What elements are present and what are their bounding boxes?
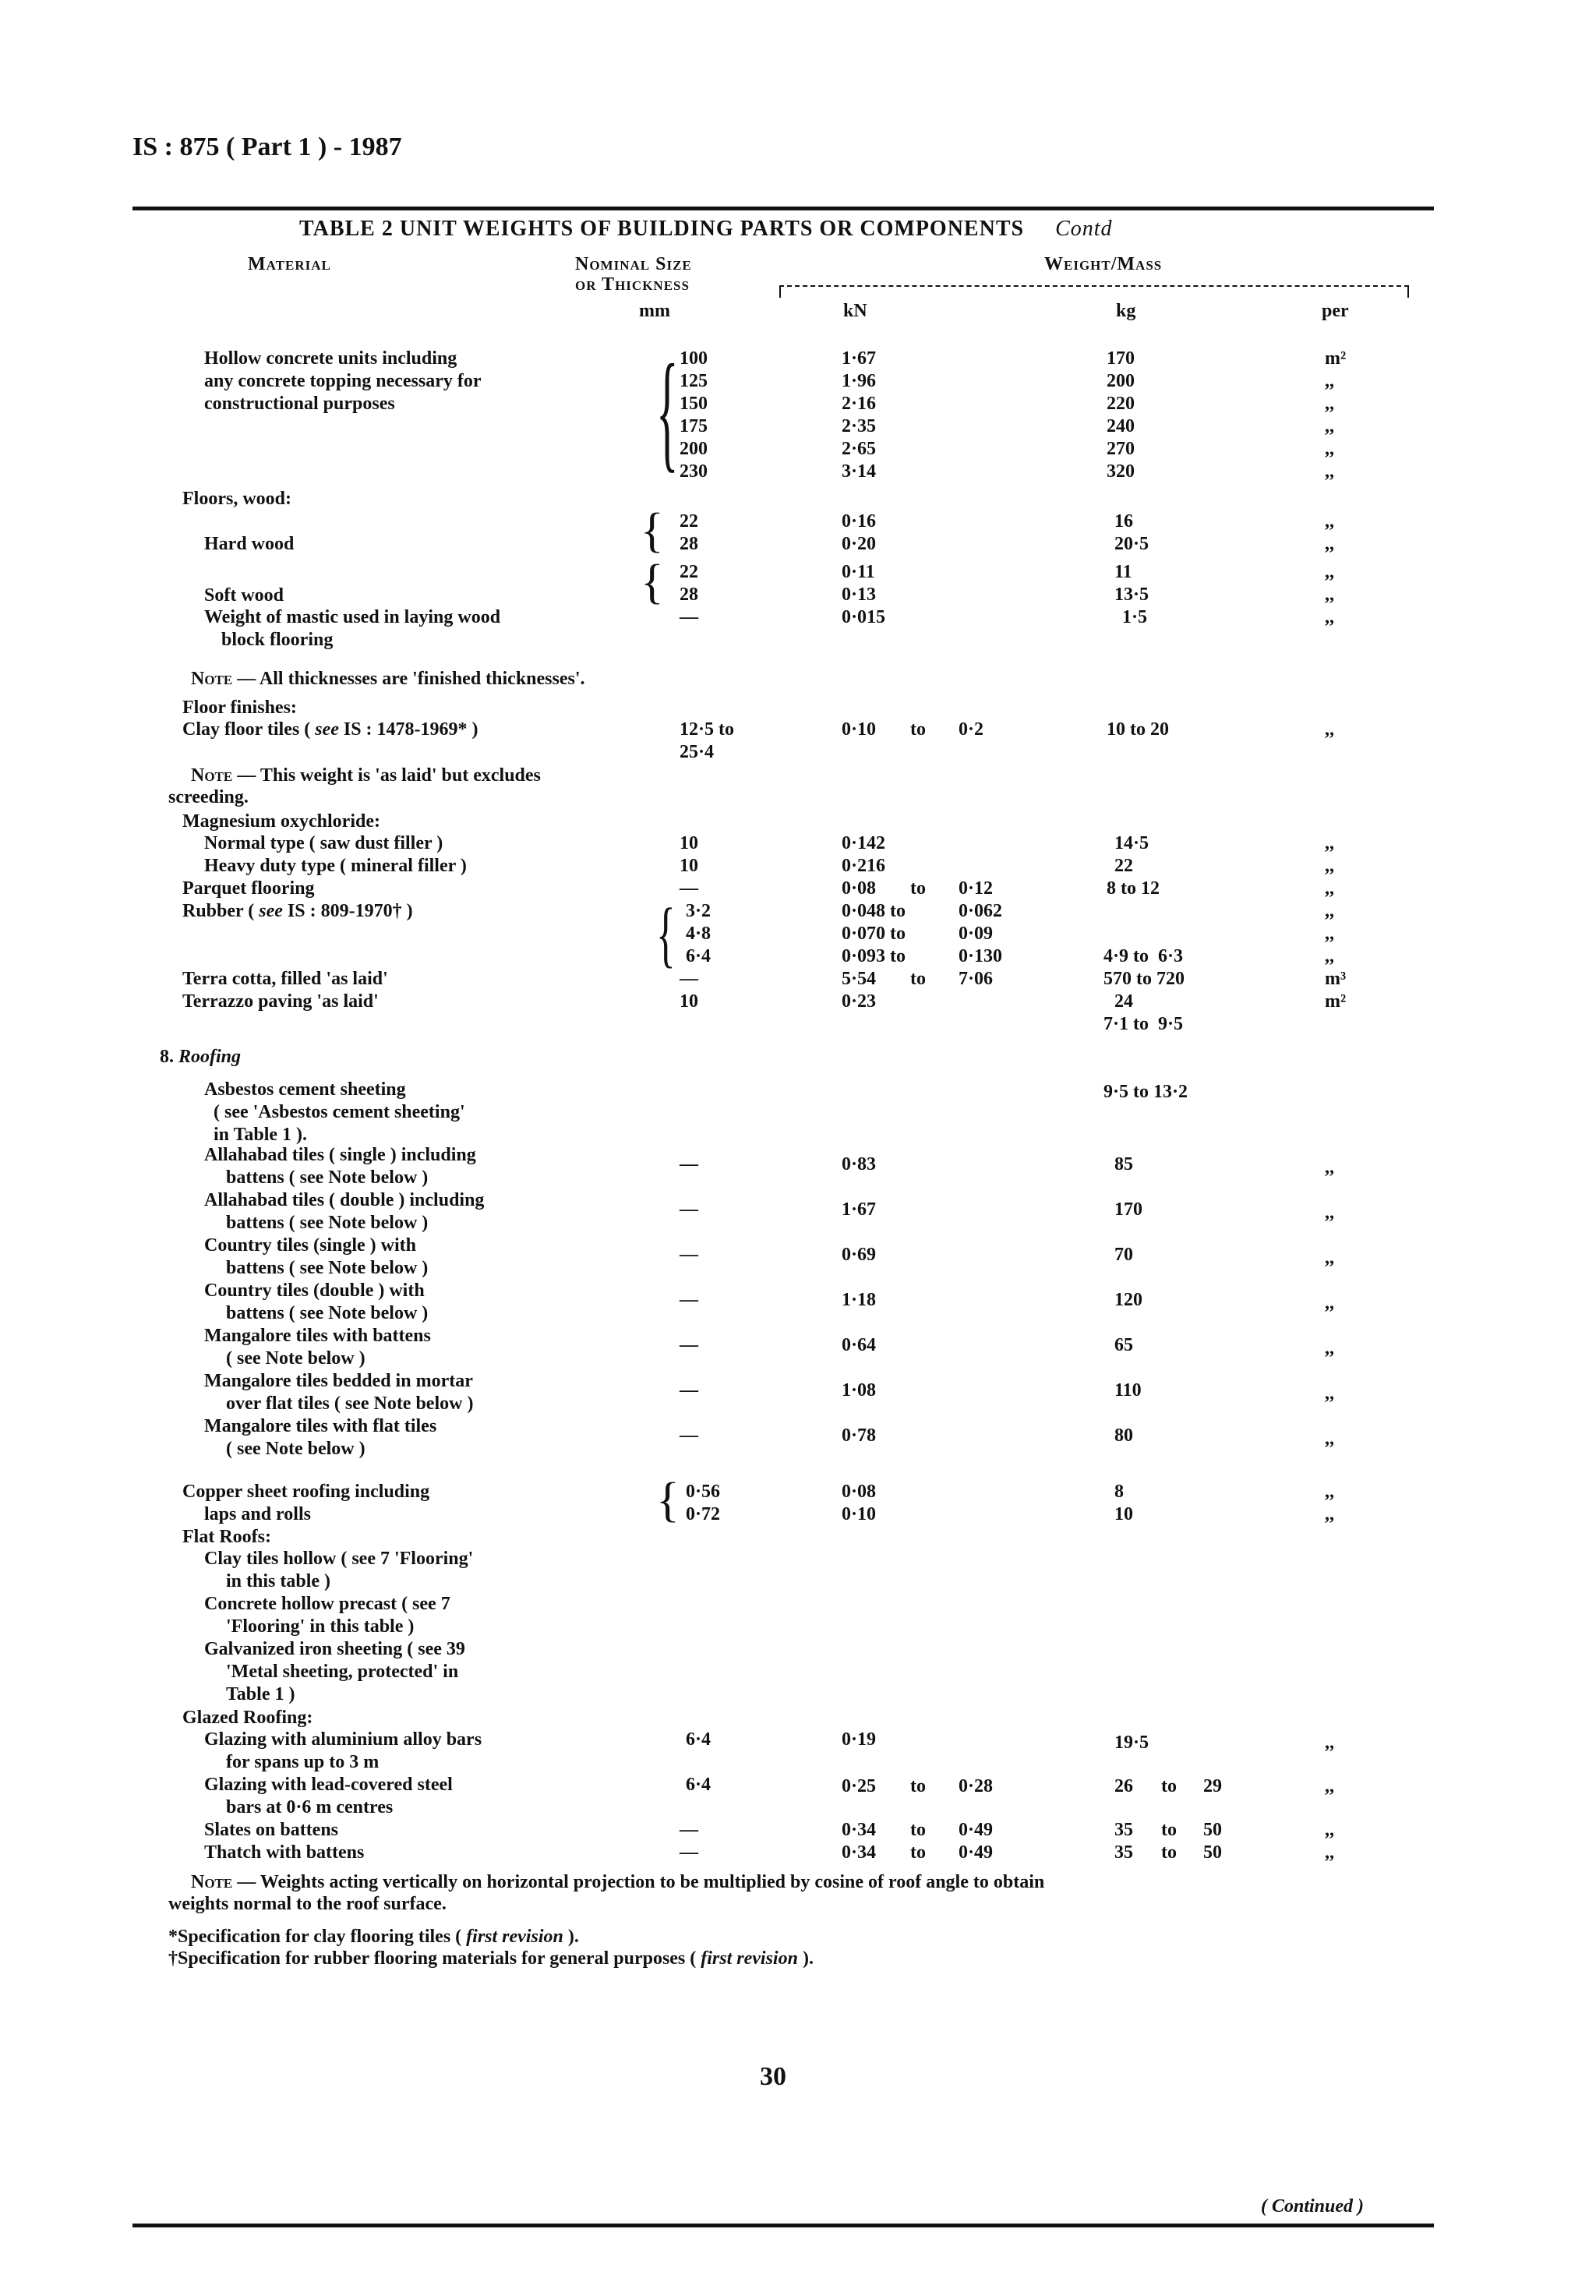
glazing-al-size: 6·4 xyxy=(686,1729,711,1750)
roof-item-label: Mangalore tiles with flat tiles xyxy=(204,1416,437,1436)
roof-item-label: Allahabad tiles ( single ) including xyxy=(204,1145,476,1165)
clay-tiles-size xyxy=(680,719,734,764)
clay-hollow-line: Clay tiles hollow ( see 7 'Flooring' xyxy=(204,1549,474,1569)
note-prefix: Note — xyxy=(191,669,256,689)
terrazzo-kn: 0·23 xyxy=(842,991,877,1012)
col-size-header-2: or Thickness xyxy=(575,274,690,295)
rubber-per-value: ,, xyxy=(1325,901,1334,921)
glazing-lead-per: ,, xyxy=(1325,1776,1334,1796)
footnote-italic: first revision xyxy=(466,1927,563,1947)
note-text: All thicknesses are 'finished thicknesses'. xyxy=(259,669,585,689)
copper-brace: { xyxy=(656,1474,680,1527)
hollow-per xyxy=(1325,348,1346,483)
footnote-rubber xyxy=(168,1948,814,1969)
mastic-label xyxy=(204,606,500,652)
col-weight-header: Weight/Mass xyxy=(1044,254,1163,274)
roof-item-kn: 0·64 xyxy=(842,1335,877,1355)
rubber-per xyxy=(1325,900,1334,968)
slates-kn-from: 0·34 xyxy=(842,1820,877,1840)
rubber-size: 3·2 xyxy=(686,901,711,921)
terra-size: — xyxy=(680,969,698,989)
hollow-kg-value: 200 xyxy=(1107,371,1135,391)
hard-wood-kg xyxy=(1114,510,1149,556)
clay-tiles-label xyxy=(182,719,478,741)
asbestos-line: in Table 1 ). xyxy=(214,1125,308,1145)
roof-item-kg: 85 xyxy=(1114,1154,1133,1174)
thatch-kg-to-word: to xyxy=(1161,1842,1177,1863)
copper-kn xyxy=(842,1481,876,1526)
roof-item-kg: 80 xyxy=(1114,1425,1133,1446)
copper-sizes xyxy=(686,1481,720,1526)
roof-item-label-cont: battens ( see Note below ) xyxy=(226,1303,429,1323)
glazing-lead-kg-to: 29 xyxy=(1203,1776,1222,1796)
roof-item-kg: 110 xyxy=(1114,1380,1142,1401)
hollow-kg-value: 320 xyxy=(1107,461,1135,482)
normal-per: ,, xyxy=(1325,833,1334,853)
copper-label-line: Copper sheet roofing including xyxy=(182,1482,430,1502)
terra-cotta-label: Terra cotta, filled 'as laid' xyxy=(182,969,388,989)
normal-size: 10 xyxy=(680,833,698,853)
heavy-type-label: Heavy duty type ( mineral filler ) xyxy=(204,856,467,876)
roof-item-per: ,, xyxy=(1325,1293,1334,1313)
terrazzo-kg: 24 xyxy=(1114,991,1133,1012)
mastic-per: ,, xyxy=(1325,607,1334,627)
roof-item-kg: 65 xyxy=(1114,1335,1133,1355)
hollow-kn xyxy=(842,348,876,483)
parquet-kg: 8 to 12 xyxy=(1107,878,1160,899)
hard-wood-size: 28 xyxy=(680,534,698,554)
hollow-per-value: ,, xyxy=(1325,416,1334,436)
roof-item-kn: 1·18 xyxy=(842,1290,877,1310)
hard-wood-per-value: ,, xyxy=(1325,511,1334,532)
soft-wood-size: 28 xyxy=(680,585,698,605)
glazing-al-line: Glazing with aluminium alloy bars xyxy=(204,1729,482,1750)
soft-wood-kn-value: 0·11 xyxy=(842,562,875,582)
parquet-size: — xyxy=(680,878,698,899)
roofing-heading xyxy=(160,1046,241,1069)
hollow-size: 125 xyxy=(680,371,708,391)
rubber-kn-to xyxy=(959,900,1002,968)
clay-hollow-label xyxy=(204,1548,473,1593)
slates-per: ,, xyxy=(1325,1820,1334,1840)
see-label: see xyxy=(315,719,339,740)
roof-item-per: ,, xyxy=(1325,1429,1334,1449)
glazed-heading: Glazed Roofing: xyxy=(182,1708,313,1728)
glazing-al-label xyxy=(204,1729,482,1774)
soft-wood-size: 22 xyxy=(680,562,698,582)
magnesium-heading: Magnesium oxychloride: xyxy=(182,811,380,832)
hard-wood-per xyxy=(1325,510,1334,556)
roof-item-size: — xyxy=(680,1425,698,1446)
hollow-kg-value: 170 xyxy=(1107,348,1135,369)
hard-wood-label: Hard wood xyxy=(204,534,295,554)
hard-wood-kn-value: 0·20 xyxy=(842,534,877,554)
col-material-header: Material xyxy=(248,254,331,274)
roof-item-label-cont: ( see Note below ) xyxy=(226,1439,365,1459)
note-prefix: Note — xyxy=(191,1872,256,1892)
footnote-text: ). xyxy=(797,1948,814,1969)
see-label: see xyxy=(259,901,283,921)
roof-item-kg: 70 xyxy=(1114,1245,1133,1265)
rubber-kg-value: 7·1 to 9·5 xyxy=(1103,1014,1183,1034)
section-title: Roofing xyxy=(178,1047,242,1067)
hollow-size: 100 xyxy=(680,348,708,369)
clay-hollow-line: in this table ) xyxy=(226,1571,331,1591)
hard-wood-per-value: ,, xyxy=(1325,534,1334,554)
floors-wood-heading: Floors, wood: xyxy=(182,489,291,509)
asbestos-line: ( see 'Asbestos cement sheeting' xyxy=(214,1102,465,1122)
hard-wood-sizes xyxy=(680,510,698,556)
rubber-kn-from-value: 0·093 to xyxy=(842,946,906,966)
rubber-kn-to-value: 0·062 xyxy=(959,901,1003,921)
asbestos-label xyxy=(204,1079,465,1146)
roof-item-label: Allahabad tiles ( double ) including xyxy=(204,1190,485,1210)
table-title-text: TABLE 2 UNIT WEIGHTS OF BUILDING PARTS OR COMPONENTS xyxy=(299,217,1025,241)
slates-kn-to: 0·49 xyxy=(959,1820,994,1840)
glazing-lead-kn-from: 0·25 xyxy=(842,1776,877,1796)
hollow-size: 150 xyxy=(680,394,708,414)
concrete-hollow-line: Concrete hollow precast ( see 7 xyxy=(204,1594,450,1614)
soft-wood-kn xyxy=(842,561,876,606)
note-prefix: Note — xyxy=(191,765,256,786)
rubber-kg-value: 9·5 to 13·2 xyxy=(1103,1082,1188,1102)
contd-label: Contd xyxy=(1055,217,1113,241)
soft-wood-sizes xyxy=(680,561,698,606)
table-title xyxy=(299,217,1113,242)
rubber-size: 4·8 xyxy=(686,924,711,944)
hard-wood-kg-value: 16 xyxy=(1114,511,1133,532)
rubber-per-value: ,, xyxy=(1325,946,1334,966)
roof-item-label: Mangalore tiles bedded in mortar xyxy=(204,1371,473,1391)
hollow-label-line-1: Hollow concrete units including xyxy=(204,348,457,369)
footnote-text: *Specification for clay flooring tiles ( xyxy=(168,1927,467,1947)
hard-wood-kg-value: 20·5 xyxy=(1114,534,1149,554)
clay-kn-to: 0·2 xyxy=(959,719,984,740)
floor-finishes-heading: Floor finishes: xyxy=(182,698,297,718)
normal-kn: 0·142 xyxy=(842,833,886,853)
note-roof-angle-cont: weights normal to the roof surface. xyxy=(168,1894,447,1914)
bottom-rule xyxy=(132,2224,1434,2227)
thatch-kn-to: 0·49 xyxy=(959,1842,994,1863)
col-size-header-1: Nominal Size xyxy=(575,254,692,274)
roof-item-per: ,, xyxy=(1325,1157,1334,1178)
clay-size-line: 12·5 to xyxy=(680,719,734,740)
hollow-kg-value: 240 xyxy=(1107,416,1135,436)
glazing-al-line: for spans up to 3 m xyxy=(226,1752,380,1772)
normal-kg: 14·5 xyxy=(1114,833,1149,853)
thatch-kg-to: 50 xyxy=(1203,1842,1222,1863)
hollow-size: 230 xyxy=(680,461,708,482)
hollow-per-value: ,, xyxy=(1325,394,1334,414)
glazing-lead-line: bars at 0·6 m centres xyxy=(226,1797,394,1817)
hollow-kn-value: 2·35 xyxy=(842,416,877,436)
terrazzo-per: m² xyxy=(1325,991,1347,1012)
roof-item-size: — xyxy=(680,1199,698,1220)
soft-wood-per-value: ,, xyxy=(1325,585,1334,605)
hollow-label-line-3: constructional purposes xyxy=(204,394,395,414)
note-as-laid-cont: screeding. xyxy=(168,787,249,807)
parquet-kn-to-word: to xyxy=(910,878,926,899)
mastic-label-line: block flooring xyxy=(221,630,334,650)
terra-kn-to-word: to xyxy=(910,969,926,989)
mastic-kn: 0·015 xyxy=(842,607,886,627)
hard-wood-kn-value: 0·16 xyxy=(842,511,877,532)
roof-item-kg: 170 xyxy=(1114,1199,1142,1220)
slates-kg-from: 35 xyxy=(1114,1820,1133,1840)
thatch-kg-from: 35 xyxy=(1114,1842,1133,1863)
copper-kg-value: 8 xyxy=(1114,1482,1124,1502)
hollow-label xyxy=(204,348,482,415)
galvanized-line: Table 1 ) xyxy=(226,1684,295,1704)
roof-item-per: ,, xyxy=(1325,1248,1334,1268)
roof-item-kn: 0·78 xyxy=(842,1425,877,1446)
glazing-lead-size: 6·4 xyxy=(686,1775,711,1795)
copper-kg xyxy=(1114,1481,1133,1526)
mastic-kg: 1·5 xyxy=(1122,607,1148,627)
thatch-label: Thatch with battens xyxy=(204,1842,365,1863)
clay-kg: 10 to 20 xyxy=(1107,719,1169,740)
roof-item-per: ,, xyxy=(1325,1383,1334,1404)
hollow-kg-value: 220 xyxy=(1107,394,1135,414)
parquet-kn-to: 0·12 xyxy=(959,878,994,899)
terra-per: m³ xyxy=(1325,969,1347,989)
roof-item-label: Mangalore tiles with battens xyxy=(204,1326,431,1346)
rubber-size: 6·4 xyxy=(686,946,711,966)
roof-item-size: — xyxy=(680,1335,698,1355)
unit-kg: kg xyxy=(1116,301,1136,321)
roof-item-size: — xyxy=(680,1154,698,1174)
parquet-per: ,, xyxy=(1325,878,1334,899)
rubber-label-part: Rubber ( xyxy=(182,901,260,921)
glazing-al-per: ,, xyxy=(1325,1733,1334,1753)
hollow-label-line-2: any concrete topping necessary for xyxy=(204,371,482,391)
thatch-kn-from: 0·34 xyxy=(842,1842,877,1863)
rubber-kg-value: 4·9 to 6·3 xyxy=(1103,946,1183,966)
terra-kn-from: 5·54 xyxy=(842,969,877,989)
hollow-kn-value: 1·96 xyxy=(842,371,877,391)
glazing-lead-line: Glazing with lead-covered steel xyxy=(204,1775,453,1795)
hollow-per-value: ,, xyxy=(1325,461,1334,482)
rubber-per-value: ,, xyxy=(1325,924,1334,944)
hollow-brace: { xyxy=(656,337,679,484)
rubber-brace: { xyxy=(656,894,676,975)
galvanized-line: Galvanized iron sheeting ( see 39 xyxy=(204,1639,465,1659)
copper-label xyxy=(182,1481,429,1526)
rubber-kn-from-value: 0·070 to xyxy=(842,924,906,944)
asbestos-line: Asbestos cement sheeting xyxy=(204,1079,406,1100)
hollow-size: 200 xyxy=(680,439,708,459)
footnote-clay xyxy=(168,1927,579,1948)
note-thickness xyxy=(191,669,585,690)
rubber-kn-from-value: 0·048 to xyxy=(842,901,906,921)
flat-roofs-heading: Flat Roofs: xyxy=(182,1527,271,1547)
copper-kg-value: 10 xyxy=(1114,1504,1133,1524)
glazing-lead-kg-to-word: to xyxy=(1161,1776,1177,1796)
note-text: Weights acting vertically on horizontal projection to be multiplied by cosine of roof angle to obtain xyxy=(260,1872,1045,1892)
hard-wood-size: 22 xyxy=(680,511,698,532)
heavy-size: 10 xyxy=(680,856,698,876)
heavy-kn: 0·216 xyxy=(842,856,886,876)
page-number: 30 xyxy=(760,2062,786,2091)
soft-wood-brace: { xyxy=(641,556,664,609)
clay-kn-from: 0·10 xyxy=(842,719,877,740)
glazing-lead-kg-from: 26 xyxy=(1114,1776,1133,1796)
roof-item-label-cont: battens ( see Note below ) xyxy=(226,1258,429,1278)
glazing-al-kn: 0·19 xyxy=(842,1729,877,1750)
hard-wood-kn xyxy=(842,510,876,556)
slates-kg-to-word: to xyxy=(1161,1820,1177,1840)
thatch-per: ,, xyxy=(1325,1842,1334,1863)
roof-item-size: — xyxy=(680,1245,698,1265)
soft-wood-label: Soft wood xyxy=(204,585,284,606)
copper-per-value: ,, xyxy=(1325,1482,1334,1502)
slates-label: Slates on battens xyxy=(204,1820,339,1840)
unit-per: per xyxy=(1322,301,1349,321)
slates-kg-to: 50 xyxy=(1203,1820,1222,1840)
concrete-hollow-line: 'Flooring' in this table ) xyxy=(226,1616,415,1637)
copper-size: 0·72 xyxy=(686,1504,721,1524)
normal-type-label: Normal type ( saw dust filler ) xyxy=(204,833,443,853)
rubber-kn-from xyxy=(842,900,906,968)
thatch-size: — xyxy=(680,1842,698,1863)
soft-wood-kn-value: 0·13 xyxy=(842,585,877,605)
terrazzo-label: Terrazzo paving 'as laid' xyxy=(182,991,379,1012)
roof-item-per: ,, xyxy=(1325,1338,1334,1358)
soft-wood-kg-value: 13·5 xyxy=(1114,585,1149,605)
roof-item-size: — xyxy=(680,1380,698,1401)
clay-size-line: 25·4 xyxy=(680,742,715,762)
mastic-size: — xyxy=(680,607,698,627)
parquet-label: Parquet flooring xyxy=(182,878,315,899)
footnote-italic: first revision xyxy=(701,1948,798,1969)
roof-item-label-cont: battens ( see Note below ) xyxy=(226,1167,429,1188)
note-text: This weight is 'as laid' but excludes xyxy=(260,765,541,786)
roof-item-per: ,, xyxy=(1325,1203,1334,1223)
terra-kg: 570 to 720 xyxy=(1103,969,1185,989)
roof-item-label-cont: battens ( see Note below ) xyxy=(226,1213,429,1233)
glazing-lead-label xyxy=(204,1774,453,1819)
hollow-kg xyxy=(1107,348,1135,483)
note-roof-angle xyxy=(191,1872,1044,1893)
hollow-kn-value: 2·16 xyxy=(842,394,877,414)
weight-header-brace xyxy=(779,285,1409,298)
top-rule xyxy=(132,207,1434,210)
slates-size: — xyxy=(680,1820,698,1840)
continued-label: ( Continued ) xyxy=(1261,2196,1365,2217)
roof-item-kn: 0·83 xyxy=(842,1154,877,1174)
glazing-lead-kn-to-word: to xyxy=(910,1776,926,1796)
galvanized-line: 'Metal sheeting, protected' in xyxy=(226,1662,459,1682)
copper-per xyxy=(1325,1481,1334,1526)
heavy-per: ,, xyxy=(1325,856,1334,876)
hollow-sizes xyxy=(680,348,708,483)
section-number: 8. xyxy=(160,1047,174,1067)
soft-wood-kg-value: 11 xyxy=(1114,562,1132,582)
hollow-kg-value: 270 xyxy=(1107,439,1135,459)
clay-label-part: IS : 1478-1969* ) xyxy=(338,719,478,740)
terrazzo-size: 10 xyxy=(680,991,698,1012)
hollow-size: 175 xyxy=(680,416,708,436)
hollow-kn-value: 3·14 xyxy=(842,461,877,482)
roof-item-size: — xyxy=(680,1290,698,1310)
clay-label-part: Clay floor tiles ( xyxy=(182,719,316,740)
rubber-kn-to-value: 0·09 xyxy=(959,924,994,944)
roof-item-label-cont: over flat tiles ( see Note below ) xyxy=(226,1393,474,1414)
copper-kn-value: 0·10 xyxy=(842,1504,877,1524)
terra-kn-to: 7·06 xyxy=(959,969,994,989)
concrete-hollow-label xyxy=(204,1593,450,1638)
copper-label-line: laps and rolls xyxy=(204,1504,311,1524)
roof-item-kn: 0·69 xyxy=(842,1245,877,1265)
glazing-lead-kn-to: 0·28 xyxy=(959,1776,994,1796)
unit-kn: kN xyxy=(843,301,867,321)
galvanized-label xyxy=(204,1638,465,1706)
footnote-text: †Specification for rubber flooring materials for general purposes ( xyxy=(168,1948,701,1969)
parquet-kn-from: 0·08 xyxy=(842,878,877,899)
clay-per: ,, xyxy=(1325,719,1334,740)
hollow-kn-value: 1·67 xyxy=(842,348,877,369)
mastic-label-line: Weight of mastic used in laying wood xyxy=(204,607,501,627)
soft-wood-per-value: ,, xyxy=(1325,562,1334,582)
roof-item-label: Country tiles (single ) with xyxy=(204,1235,416,1256)
hollow-per-value: m² xyxy=(1325,348,1347,369)
copper-per-value: ,, xyxy=(1325,1504,1334,1524)
heavy-kg: 22 xyxy=(1114,856,1133,876)
roof-item-kg: 120 xyxy=(1114,1290,1142,1310)
hollow-per-value: ,, xyxy=(1325,439,1334,459)
copper-size: 0·56 xyxy=(686,1482,721,1502)
copper-kn-value: 0·08 xyxy=(842,1482,877,1502)
rubber-label xyxy=(182,900,413,923)
rubber-sizes xyxy=(686,900,711,968)
soft-wood-kg xyxy=(1114,561,1149,606)
thatch-kn-to-word: to xyxy=(910,1842,926,1863)
hollow-kn-value: 2·65 xyxy=(842,439,877,459)
glazing-al-kg: 19·5 xyxy=(1114,1733,1149,1753)
hard-wood-brace: { xyxy=(641,504,664,557)
roof-item-kn: 1·67 xyxy=(842,1199,877,1220)
clay-kn-to-word: to xyxy=(910,719,926,740)
slates-kn-to-word: to xyxy=(910,1820,926,1840)
roof-item-label-cont: ( see Note below ) xyxy=(226,1348,365,1369)
footnote-text: ). xyxy=(563,1927,579,1947)
rubber-kg xyxy=(1103,900,1188,1126)
note-as-laid xyxy=(191,765,541,786)
rubber-label-part: IS : 809-1970† ) xyxy=(282,901,413,921)
standard-reference: IS : 875 ( Part 1 ) - 1987 xyxy=(132,132,402,161)
roof-item-label: Country tiles (double ) with xyxy=(204,1280,425,1301)
hollow-per-value: ,, xyxy=(1325,371,1334,391)
soft-wood-per xyxy=(1325,561,1334,606)
roof-item-kn: 1·08 xyxy=(842,1380,877,1401)
rubber-kn-to-value: 0·130 xyxy=(959,946,1003,966)
unit-mm: mm xyxy=(639,301,670,321)
